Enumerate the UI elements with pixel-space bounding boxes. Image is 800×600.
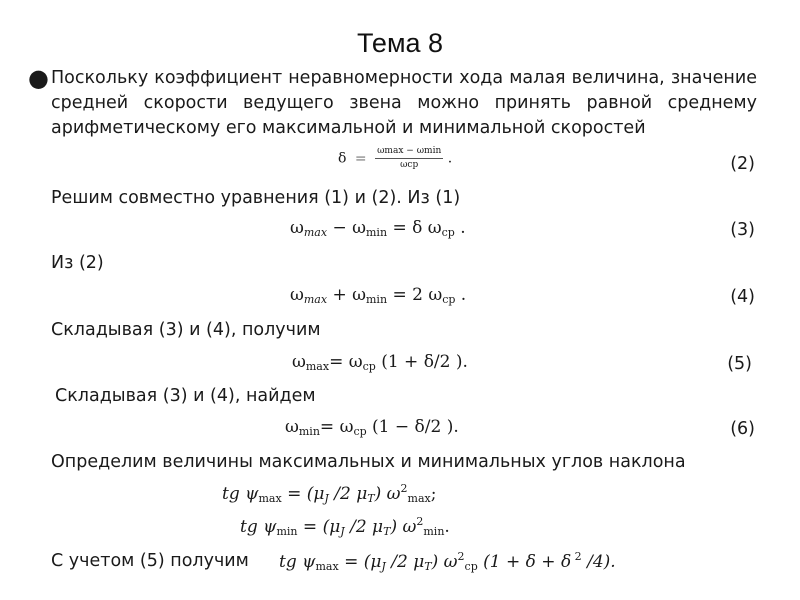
equation-tg-psi-min: tg $\psi_{min} = (\mu_J$ /2 $\mu_T$) $\omega^2_{min}$. (240, 515, 450, 538)
text-taking-into-account: С учетом (5) получим (51, 551, 249, 571)
equation-4-number: (4) (730, 287, 755, 307)
equation-3: $\omega_{max} - \omega_{min} = \delta$ $\omega_{ср}$ . (290, 218, 466, 239)
equation-6: $\omega_{min}= \omega_{ср}$ (1 − δ/2 ). (285, 417, 459, 438)
text-adding-obtain: Складывая (3) и (4), получим (51, 320, 321, 340)
equation-final: tg $\psi_{max} = (\mu_J$ /2 $\mu_T$) $\omega^2_{ср}$ (1 + δ + δ $^2$ /4). (279, 550, 616, 573)
text-define-angles: Определим величины максимальных и минимальных углов наклона (51, 452, 686, 472)
equation-2-number: (2) (730, 154, 755, 174)
bullet-icon: ● (28, 64, 49, 92)
equation-2: δ = $\frac{\omega\max - \omega\min}{\text{ωср}}$ . (338, 146, 453, 170)
equation-5: $\omega_{max}= \omega_{ср}$ (1 + δ/2 ). (292, 352, 468, 373)
slide-title: Тема 8 (356, 28, 444, 58)
equation-3-number: (3) (730, 220, 755, 240)
equation-5-number: (5) (727, 354, 752, 374)
equation-6-number: (6) (730, 419, 755, 439)
text-from-2: Из (2) (51, 253, 104, 273)
text-adding-find: Складывая (3) и (4), найдем (55, 386, 316, 406)
intro-paragraph: Поскольку коэффициент неравномерности хода малая величина, значение средней скорости ведущего звена можно принять равной среднему арифметическому его максимальной и минимальной скоростей (51, 68, 757, 138)
text-solve-jointly: Решим совместно уравнения (1) и (2). Из (1) (51, 188, 461, 208)
equation-4: $\omega_{max} + \omega_{min} = 2$ $\omega_{ср}$ . (290, 285, 467, 306)
equation-tg-psi-max: tg $\psi_{max} = (\mu_J$ /2 $\mu_T$) $\omega^2_{max}$; (222, 482, 437, 505)
